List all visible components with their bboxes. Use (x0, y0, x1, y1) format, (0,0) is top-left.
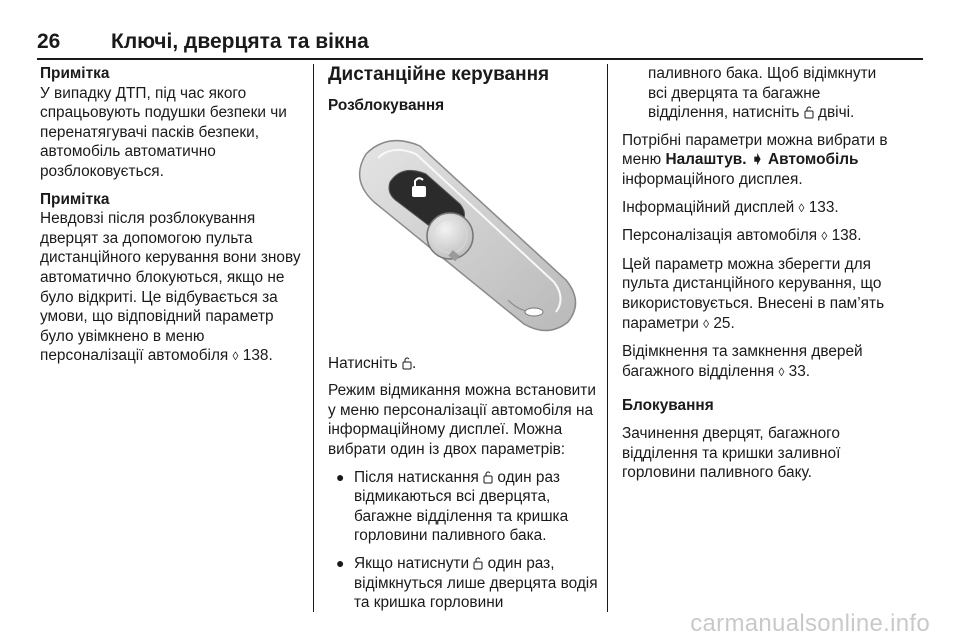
note-1-text: У випадку ДТП, під час якого спрацьовують подушки безпеки чи перенатягувачі пасків безпеки, автомобіль автоматично розблоковується. (40, 84, 287, 180)
watermark: carmanualsonline.info (690, 610, 930, 637)
trunk-paragraph: Відімкнення та замкнення дверей багажного відділення ◊ 33. (622, 342, 890, 382)
ref-personalization: Персоналізація автомобіля ◊ 138. (622, 226, 890, 247)
column-left (40, 64, 302, 375)
note-2-heading: Примітка (40, 190, 110, 208)
remote-key-illustration (328, 124, 600, 344)
menu-paragraph: Потрібні параметри можна вибрати в меню Налаштув. ➧ Автомобіль інформаційного дисплея. (622, 131, 888, 188)
note-2-page-ref[interactable]: 138. (242, 347, 273, 365)
column-divider-2 (607, 64, 608, 612)
note-1 (40, 64, 302, 182)
ref-info-display: Інформаційний дисплей ◊ 133. (622, 198, 890, 219)
press-end: . (411, 354, 417, 372)
subheading-unlocking: Розблокування (328, 97, 445, 114)
page-number: 26 (37, 30, 61, 53)
press-text: Натисніть (328, 354, 398, 372)
reference-arrow-icon: ◊ (232, 349, 239, 364)
note-1-heading: Примітка (40, 65, 110, 82)
unlock-icon (473, 556, 483, 570)
mode-paragraph: Режим відмикання можна встановити у меню персоналізації автомобіля на інформаційному дисплеї. Можна вибрати один із двох параметрів: (328, 382, 596, 458)
list-item: ● Після натискання один раз відмикаються всі дверцята, багажне відділення та кришка горловини паливного бака. (336, 468, 569, 545)
column-divider-1 (313, 64, 314, 612)
note-2-text: Невдовзі після розблокування дверцят за допомогою пульта дистанційного керування вони знову автоматично блокуються, якщо не було відкриті. Це відбувається за умови, що відповідний параметр було увімкнено в меню персоналізації автомобіля (40, 210, 301, 365)
bullet-continuation: паливного бака. Щоб відімкнути всі дверцята та багажне відділення, натисніть двічі. (648, 65, 877, 122)
reference-arrow-icon: ◊ (778, 364, 785, 379)
menu-vehicle: Автомобіль (768, 151, 859, 169)
menu-arrow-icon: ➧ (750, 151, 764, 169)
section-heading-remote: Дистанційне керування (328, 64, 550, 85)
list-item: ● Якщо натиснути один раз, відімкнуться лише дверцята водія та кришка горловини (336, 554, 598, 612)
locking-paragraph: Зачинення дверцят, багажного відділення та кришки заливної горловини паливного баку. (622, 424, 841, 482)
column-right (622, 64, 890, 491)
memory-paragraph: Цей параметр можна зберегти для пульта дистанційного керування, що використовується. Внесені в пам’ять параметри ◊ 25. (622, 255, 890, 334)
reference-arrow-icon: ◊ (821, 229, 828, 244)
press-instruction (328, 354, 600, 374)
unlock-icon (483, 470, 493, 484)
menu-settings: Налаштув. (665, 151, 747, 169)
bullet-icon: ● (336, 468, 345, 485)
column-middle (328, 64, 600, 621)
header-rule (37, 58, 923, 60)
note-2 (40, 190, 302, 367)
reference-arrow-icon: ◊ (703, 316, 710, 331)
page-header (37, 30, 923, 54)
options-list (328, 468, 600, 613)
reference-arrow-icon: ◊ (798, 200, 805, 215)
unlock-icon (804, 105, 814, 119)
bullet-icon: ● (336, 554, 345, 571)
subheading-locking: Блокування (622, 397, 714, 415)
page-title: Ключі, дверцята та вікна (111, 30, 369, 53)
unlock-icon (402, 356, 412, 370)
